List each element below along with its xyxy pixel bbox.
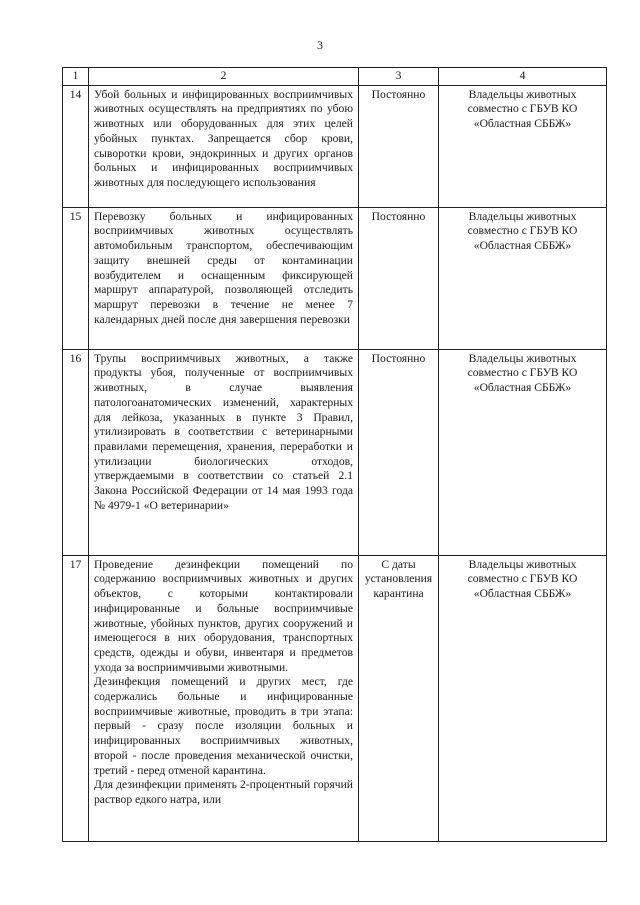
measure-paragraph: Для дезинфекции применять 2-процентный горячий раствор едкого натра, или <box>94 778 353 806</box>
responsible: Владельцы животных совместно с ГБУВ КО «Областная СББЖ» <box>439 207 607 349</box>
measure-text <box>89 349 359 555</box>
term: С даты установления карантина <box>359 555 439 841</box>
measure-paragraph: Трупы восприимчивых животных, а также продукты убоя, полученные от восприимчивых животных, в случае выявления патологоанатомических изменений, характерных для лейкоза, указанных в пункте 3 Правил, утилизировать в соответствии с ветеринарными правилами перемещения, хранения, переработки и утилизации биологических отходов, утверждаемыми в соответствии со статьей 2.1 Закона Российской Федерации от 14 мая 1993 года № 4979-1 «О ветеринарии» <box>94 351 353 512</box>
column-header: 4 <box>439 68 607 86</box>
measures-table <box>62 67 607 842</box>
table-header-row <box>63 68 607 86</box>
measure-text <box>89 85 359 207</box>
responsible: Владельцы животных совместно с ГБУВ КО «Областная СББЖ» <box>439 85 607 207</box>
measure-paragraph: Убой больных и инфицированных восприимчивых животных осуществлять на предприятиях по убою животных или оборудованных для этих целей убойных пунктах. Запрещается сбор крови, сыворотки крови, эндокринных и других органов больных и инфицированных восприимчивых животных для последующего использования <box>94 87 353 189</box>
responsible: Владельцы животных совместно с ГБУВ КО «Областная СББЖ» <box>439 555 607 841</box>
measure-text <box>89 555 359 841</box>
row-number: 15 <box>63 207 89 349</box>
table-row <box>63 85 607 207</box>
row-number: 14 <box>63 85 89 207</box>
term: Постоянно <box>359 349 439 555</box>
column-header: 3 <box>359 68 439 86</box>
page-number: 3 <box>317 38 323 52</box>
table-row <box>63 555 607 841</box>
responsible: Владельцы животных совместно с ГБУВ КО «Областная СББЖ» <box>439 349 607 555</box>
term: Постоянно <box>359 207 439 349</box>
measure-paragraph: Перевозку больных и инфицированных восприимчивых животных осуществлять автомобильным транспортом, обеспечивающим защиту внешней среды от контаминации возбудителем и оснащенным фиксирующей маршрут аппаратурой, позволяющей отследить маршрут перевозки в течение не менее 7 календарных дней после дня завершения перевозки <box>94 209 353 326</box>
row-number: 16 <box>63 349 89 555</box>
row-number: 17 <box>63 555 89 841</box>
measure-paragraph: Дезинфекция помещений и других мест, где содержались больные и инфицированные восприимчивые животные, проводить в три этапа: первый - сразу после изоляции больных и инфицированных восприимчивых животных, второй - после проведения механической очистки, третий - перед отменой карантина. <box>94 675 353 777</box>
measure-text <box>89 207 359 349</box>
column-header: 2 <box>89 68 359 86</box>
term: Постоянно <box>359 85 439 207</box>
measure-paragraph: Проведение дезинфекции помещений по содержанию восприимчивых животных и других объектов, с которыми контактировали инфицированные и больные восприимчивые животные, убойных пунктов, других сооружений и имеющегося в них оборудования, транспортных средств, одежды и обуви, инвентаря и предметов ухода за восприимчивыми животными. <box>94 557 353 674</box>
column-header: 1 <box>63 68 89 86</box>
table-row <box>63 349 607 555</box>
table-row <box>63 207 607 349</box>
